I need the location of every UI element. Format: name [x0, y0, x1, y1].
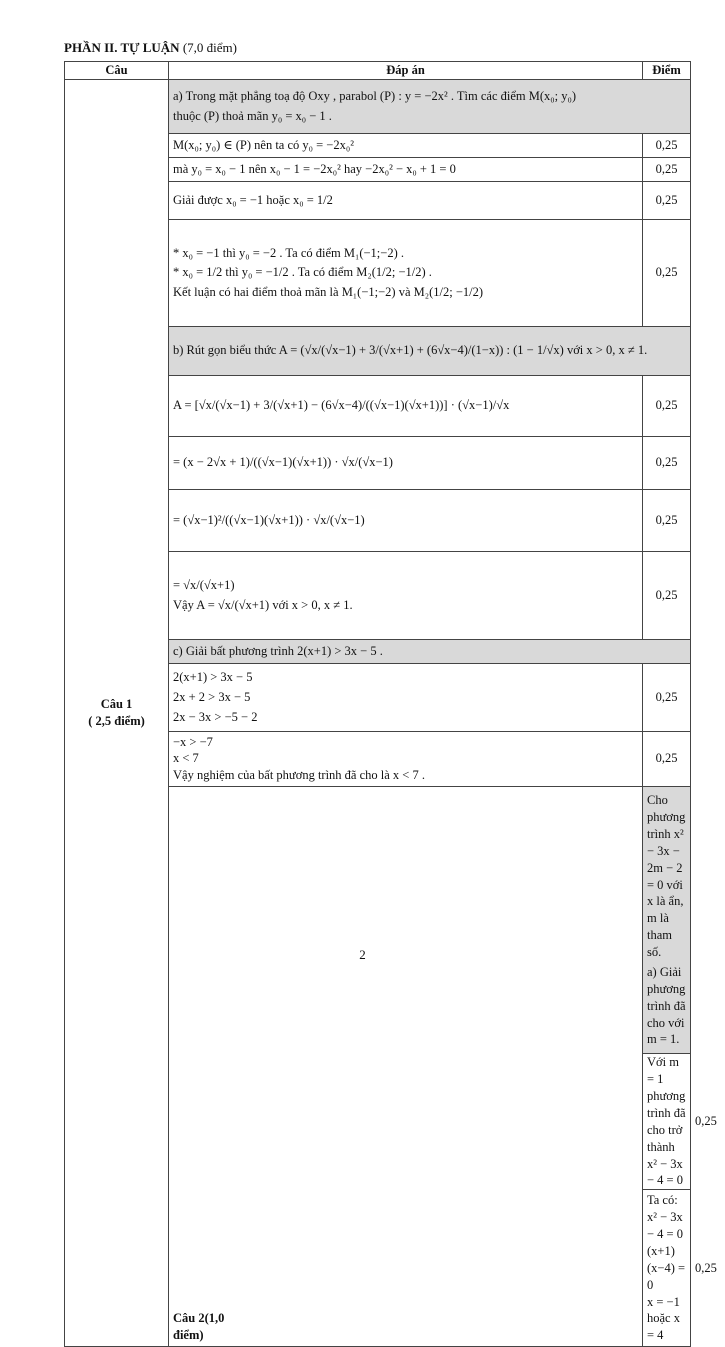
c-step-1	[169, 663, 643, 731]
point-value: 0,25	[643, 551, 691, 639]
point-value: 0,25	[643, 181, 691, 219]
point-value: 0,25	[643, 157, 691, 181]
cau2-prompt-line-1: Cho phương trình x² − 3x − 2m − 2 = 0 với x là ẩn, m là tham số.	[647, 793, 686, 959]
question-1-label: Câu 1	[100, 697, 133, 712]
header-answer: Đáp án	[169, 62, 643, 80]
page-number: 2	[359, 947, 366, 962]
point-value: 0,25	[643, 219, 691, 326]
a-step-4-line-1: * x₀ = −1 thì y₀ = −2 . Ta có điểm M₁(−1;−2) .	[173, 245, 404, 260]
table-header-row	[65, 62, 691, 80]
c-step-2	[169, 731, 643, 787]
c-step-2-line-1: −x > −7	[173, 734, 213, 749]
c-step-1-line-2: 2x + 2 > 3x − 5	[173, 689, 251, 704]
answer-table	[64, 61, 717, 1347]
b-step-4	[169, 551, 643, 639]
a-step-4-line-3: Kết luận có hai điểm thoả mãn là M₁(−1;−2) và M₂(1/2; −1/2)	[173, 285, 484, 300]
question-2-label-2: điểm)	[173, 1328, 204, 1343]
table-row: Với m = 1 phương trình đã cho trở thành x² − 3x − 4 = 0 0,25	[65, 1054, 691, 1190]
cau2-step-2	[643, 1190, 691, 1347]
part-a-prompt	[169, 79, 691, 133]
point-value: 0,25	[643, 375, 691, 436]
part-b-prompt: b) Rút gọn biểu thức A = (√x/(√x−1) + 3/(√x+1) + (6√x−4)/(1−x)) : (1 − 1/√x) với x > 0, x ≠ 1.	[169, 326, 691, 375]
header-points: Điểm	[643, 62, 691, 80]
point-value: 0,25	[643, 663, 691, 731]
section-title-text: PHẦN II. TỰ LUẬN	[64, 40, 180, 55]
b-step-2: = (x − 2√x + 1)/((√x−1)(√x+1)) · √x/(√x−1)	[169, 436, 643, 489]
cau2-step-1: Với m = 1 phương trình đã cho trở thành x² − 3x − 4 = 0	[643, 1054, 691, 1190]
part-c-prompt: c) Giải bất phương trình 2(x+1) > 3x − 5 .	[169, 639, 691, 663]
part-a-prompt-line-1: a) Trong mặt phẳng toạ độ Oxy , parabol (P) : y = −2x² . Tìm các điểm M(x₀; y₀)	[173, 89, 577, 103]
a-step-2: mà y₀ = x₀ − 1 nên x₀ − 1 = −2x₀² hay −2x₀² − x₀ + 1 = 0	[169, 157, 643, 181]
cau2-step-2-line-3: (x+1)(x−4) = 0	[647, 1243, 686, 1292]
point-value: 0,25	[643, 133, 691, 157]
question-cell-2	[169, 787, 643, 1347]
part-a-prompt-line-2: thuộc (P) thoả mãn y₀ = x₀ − 1 .	[173, 108, 332, 123]
question-cell-1	[65, 79, 169, 1346]
table-row: Ta có: x² − 3x − 4 = 0 (x+1)(x−4) = 0 x = −1 hoặc x = 4 0,25	[65, 1190, 691, 1347]
table-row	[65, 79, 691, 133]
section-score: (7,0 điểm)	[182, 40, 237, 55]
b-step-4-line-1: = √x/(√x+1)	[173, 578, 235, 592]
c-step-1-line-1: 2(x+1) > 3x − 5	[173, 669, 253, 684]
cau2-prompt-line-2: a) Giải phương trình đã cho với m = 1.	[647, 964, 686, 1047]
section-title	[64, 40, 237, 56]
question-1-points: ( 2,5 điểm)	[88, 714, 145, 728]
point-value: 0,25	[643, 436, 691, 489]
b-step-1: A = [√x/(√x−1) + 3/(√x+1) − (6√x−4)/((√x−1)(√x+1))] · (√x−1)/√x	[169, 375, 643, 436]
a-step-3: Giải được x₀ = −1 hoặc x₀ = 1/2	[169, 181, 643, 219]
cau2-step-2-line-2: x² − 3x − 4 = 0	[647, 1210, 683, 1241]
cau2-step-2-line-1: Ta có:	[647, 1193, 678, 1208]
c-step-2-line-3: Vậy nghiệm của bất phương trình đã cho là x < 7 .	[173, 768, 425, 783]
b-step-3: = (√x−1)²/((√x−1)(√x+1)) · √x/(√x−1)	[169, 489, 643, 551]
c-step-1-line-3: 2x − 3x > −5 − 2	[173, 709, 258, 724]
question-2-label: Câu 2(1,0	[173, 1311, 225, 1326]
cau2-prompt	[643, 787, 691, 1054]
header-question: Câu	[65, 62, 169, 80]
point-value: 0,25	[643, 489, 691, 551]
b-step-4-line-2: Vậy A = √x/(√x+1) với x > 0, x ≠ 1.	[173, 597, 353, 612]
c-step-2-line-2: x < 7	[173, 751, 199, 766]
a-step-1: M(x₀; y₀) ∈ (P) nên ta có y₀ = −2x₀²	[169, 133, 643, 157]
point-value: 0,25	[643, 731, 691, 787]
cau2-step-2-line-4: x = −1 hoặc x = 4	[647, 1294, 680, 1343]
a-step-4	[169, 219, 643, 326]
a-step-4-line-2: * x₀ = 1/2 thì y₀ = −1/2 . Ta có điểm M₂(1/2; −1/2) .	[173, 265, 432, 280]
